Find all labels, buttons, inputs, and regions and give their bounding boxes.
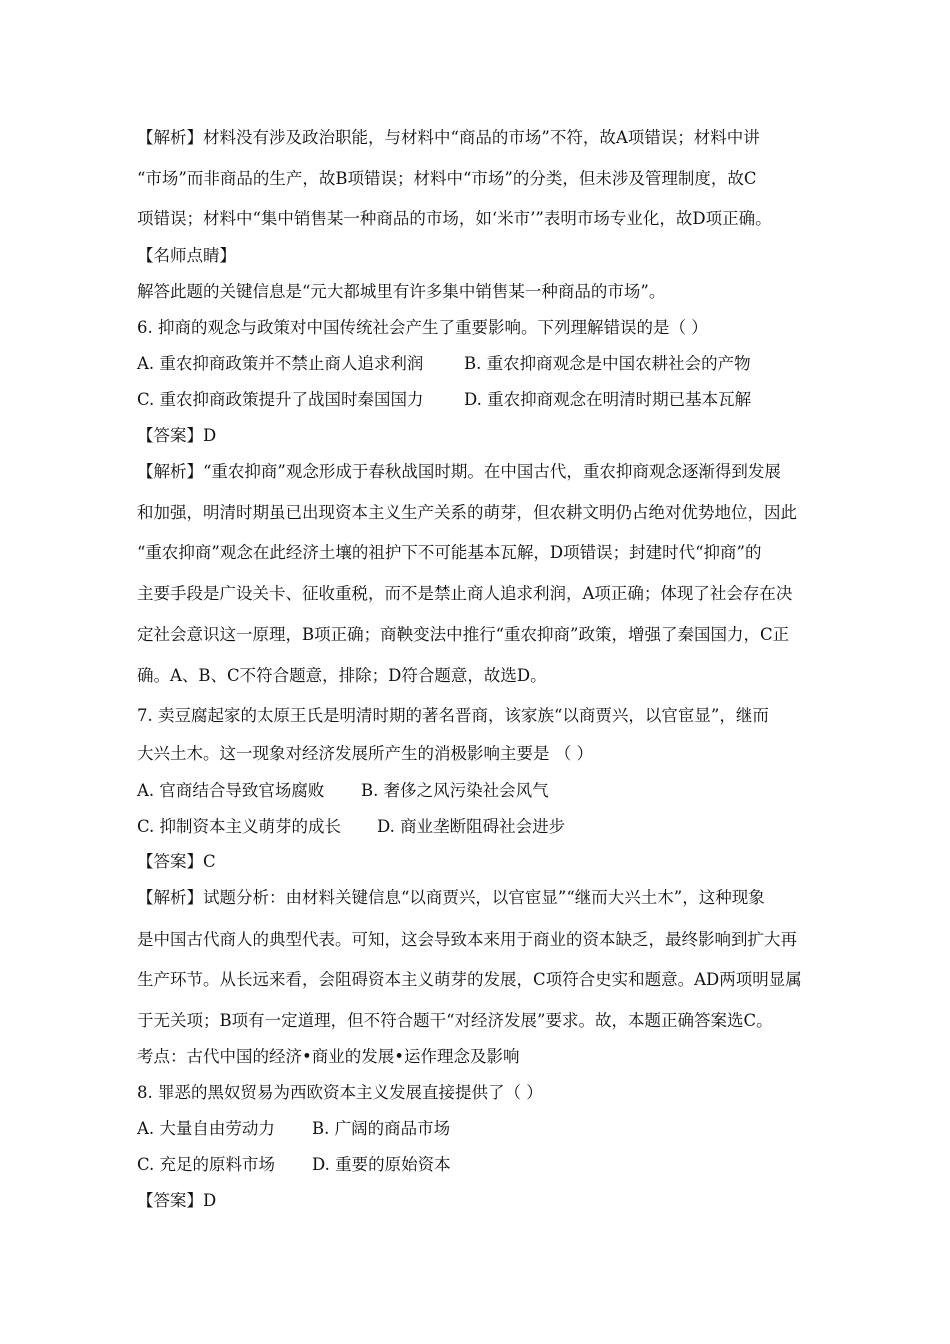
q5-tip-text: 解答此题的关键信息是“元大都城里有许多集中销售某一种商品的市场”。 — [137, 282, 666, 301]
q6-option-c: C. 重农抑商政策提升了战国时秦国国力 — [137, 390, 424, 409]
q6-explanation-line-5: 定社会意识这一原理，B项正确；商鞅变法中推行“重农抑商”政策，增强了秦国国力，C正 — [137, 625, 790, 644]
q5-explanation-line-2: “市场”而非商品的生产，故B项错误；材料中“市场”的分类，但未涉及管理制度，故C — [137, 169, 757, 188]
q7-explanation-line-3: 生产环节。从长远来看，会阻碍资本主义萌芽的发展，C项符合史实和题意。AD两项明显属 — [137, 970, 802, 989]
q7-option-d: D. 商业垄断阻碍社会进步 — [377, 817, 566, 836]
q6-explanation-line-1: 【解析】“重农抑商”观念形成于春秋战国时期。在中国古代，重农抑商观念逐渐得到发展 — [137, 462, 781, 481]
q8-option-d: D. 重要的原始资本 — [312, 1155, 451, 1174]
q7-option-b: B. 奢侈之风污染社会风气 — [361, 781, 549, 800]
q6-option-b: B. 重农抑商观念是中国农耕社会的产物 — [464, 354, 751, 373]
q8-option-b: B. 广阔的商品市场 — [312, 1119, 451, 1138]
q6-option-a: A. 重农抑商政策并不禁止商人追求利润 — [137, 354, 424, 373]
q7-stem-line-1: 7. 卖豆腐起家的太原王氏是明清时期的著名晋商，该家族“以商贾兴，以官宦显”，继而 — [137, 706, 769, 725]
q6-explanation-line-6: 确。A、B、C不符合题意，排除；D符合题意，故选D。 — [137, 666, 547, 685]
q7-stem-line-2: 大兴土木。这一现象对经济发展所产生的消极影响主要是 （ ） — [137, 744, 593, 763]
q7-answer: 【答案】C — [137, 852, 216, 871]
q5-explanation-line-1: 【解析】材料没有涉及政治职能，与材料中“商品的市场”不符，故A项错误；材料中讲 — [137, 128, 760, 147]
q5-tip-heading: 【名师点睛】 — [137, 246, 236, 265]
q6-stem: 6. 抑商的观念与政策对中国传统社会产生了重要影响。下列理解错误的是（ ） — [137, 318, 708, 337]
q6-explanation-line-3: “重农抑商”观念在此经济土壤的祖护下不可能基本瓦解，D项错误；封建时代“抑商”的 — [137, 543, 762, 562]
q5-explanation-line-3: 项错误；材料中“集中销售某一种商品的市场，如‘米市’”表明市场专业化，故D项正确。 — [137, 209, 772, 228]
q6-answer: 【答案】D — [137, 426, 217, 445]
q7-explanation-line-2: 是中国古代商人的典型代表。可知，这会导致本来用于商业的资本缺乏，最终影响到扩大再 — [137, 930, 797, 949]
q8-option-a: A. 大量自由劳动力 — [137, 1119, 275, 1138]
q7-explanation-line-1: 【解析】试题分析：由材料关键信息“以商贾兴，以官宦显”“继而大兴土木”，这种现象 — [137, 888, 765, 907]
q6-explanation-line-2: 和加强，明清时期虽已出现资本主义生产关系的萌芽，但农耕文明仍占绝对优势地位，因此 — [137, 503, 797, 522]
q8-stem: 8. 罪恶的黑奴贸易为西欧资本主义发展直接提供了（ ） — [137, 1083, 543, 1102]
q7-kaodian: 考点：古代中国的经济•商业的发展•运作理念及影响 — [137, 1047, 520, 1066]
q7-option-a: A. 官商结合导致官场腐败 — [137, 781, 325, 800]
q8-answer: 【答案】D — [137, 1191, 217, 1210]
q7-explanation-line-4: 于无关项；B项有一定道理，但不符合题干“对经济发展”要求。故，本题正确答案选C。 — [137, 1011, 773, 1030]
q7-option-c: C. 抑制资本主义萌芽的成长 — [137, 817, 342, 836]
q6-option-d: D. 重农抑商观念在明清时期已基本瓦解 — [464, 390, 752, 409]
q6-explanation-line-4: 主要手段是广设关卡、征收重税，而不是禁止商人追求利润，A项正确；体现了社会存在决 — [137, 584, 793, 603]
q8-option-c: C. 充足的原料市场 — [137, 1155, 276, 1174]
